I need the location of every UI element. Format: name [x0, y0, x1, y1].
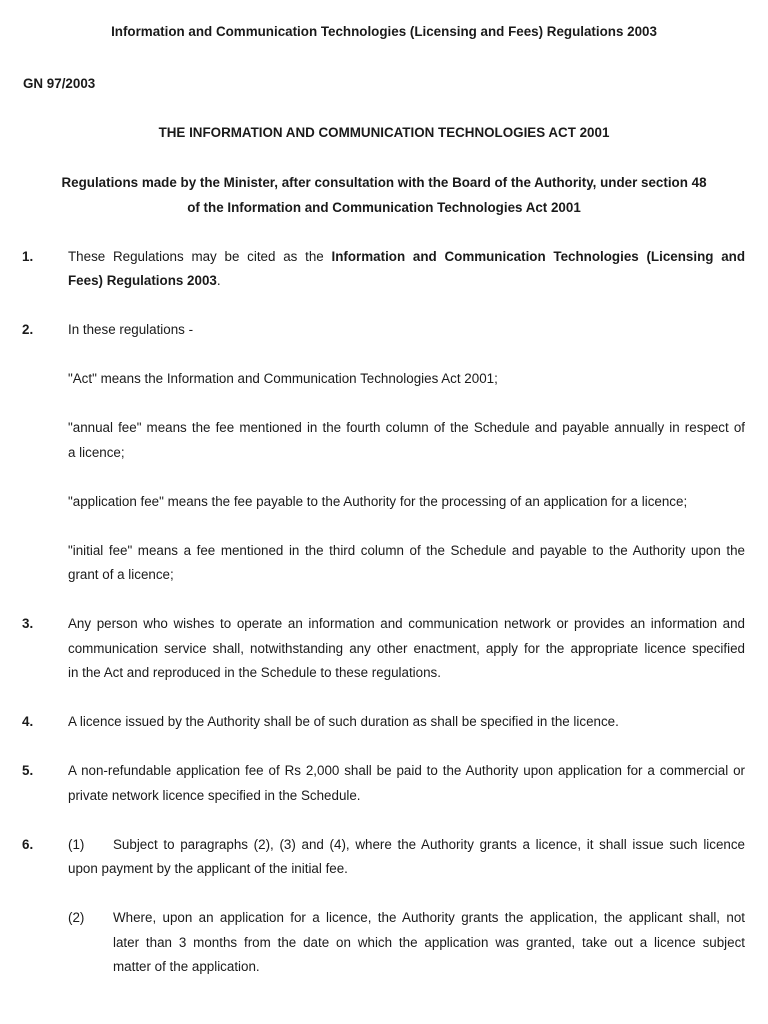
- act-heading: THE INFORMATION AND COMMUNICATION TECHNOLOGIES ACT 2001: [158, 125, 610, 140]
- reg-1-number: 1.: [22, 249, 34, 264]
- reg-6-paragraph-1-label: (1): [68, 837, 85, 852]
- reg-3-line-3: in the Act and reproduced in the Schedule to these regulations.: [68, 665, 441, 680]
- definition-annual-fee-line-1: "annual fee" means the fee mentioned in the fourth column of the Schedule and payable annually in respect of: [68, 420, 745, 435]
- reg-5-line-1: A non-refundable application fee of Rs 2,000 shall be paid to the Authority upon application for a commercial or: [68, 763, 745, 778]
- reg-1-citation: Information and Communication Technologies (Licensing and: [331, 249, 745, 264]
- definition-initial-fee-line-2: grant of a licence;: [68, 567, 174, 582]
- reg-4-number: 4.: [22, 714, 34, 729]
- reg-6-paragraph-2-line-3: matter of the application.: [113, 959, 260, 974]
- reg-6-number: 6.: [22, 837, 34, 852]
- definition-act: "Act" means the Information and Communication Technologies Act 2001;: [68, 371, 498, 386]
- definition-application-fee: "application fee" means the fee payable to the Authority for the processing of an application for a licence;: [68, 494, 688, 509]
- reg-6-paragraph-2-label: (2): [68, 910, 85, 925]
- reg-1-period: .: [216, 273, 221, 288]
- reg-5-line-2: private network licence specified in the Schedule.: [68, 788, 361, 803]
- document-title: Information and Communication Technologies (Licensing and Fees) Regulations 2003: [111, 24, 657, 39]
- reg-2-intro: In these regulations -: [68, 322, 194, 337]
- reg-6-paragraph-1-line-2: upon payment by the applicant of the initial fee.: [68, 861, 348, 876]
- reg-6-paragraph-2-line-2: later than 3 months from the date on which the application was granted, take out a licence subject: [113, 935, 745, 950]
- reg-4-text: A licence issued by the Authority shall be of such duration as shall be specified in the licence.: [68, 714, 619, 729]
- reg-5-number: 5.: [22, 763, 34, 778]
- gn-number: GN 97/2003: [23, 76, 96, 91]
- reg-1-line-2: [68, 273, 221, 289]
- preamble-line-2: of the Information and Communication Technologies Act 2001: [187, 200, 581, 215]
- reg-6-paragraph-2-line-1: Where, upon an application for a licence, the Authority grants the application, the applicant shall, not: [113, 910, 745, 925]
- reg-3-line-1: Any person who wishes to operate an information and communication network or provides an information and: [68, 616, 745, 631]
- reg-1-text: These Regulations may be cited as the: [68, 249, 332, 264]
- reg-3-number: 3.: [22, 616, 34, 631]
- reg-1-citation-end: Fees) Regulations 2003: [68, 273, 217, 288]
- definition-initial-fee-line-1: "initial fee" means a fee mentioned in the third column of the Schedule and payable to the Authority upon the: [68, 543, 745, 558]
- reg-2-number: 2.: [22, 322, 34, 337]
- reg-3-line-2: communication service shall, notwithstanding any other enactment, apply for the appropriate licence specified: [68, 641, 745, 656]
- preamble-line-1: Regulations made by the Minister, after consultation with the Board of the Authority, under section 48: [61, 175, 707, 190]
- reg-1-line-1: [68, 249, 745, 265]
- definition-annual-fee-line-2: a licence;: [68, 445, 125, 460]
- reg-6-paragraph-1-line-1: Subject to paragraphs (2), (3) and (4), where the Authority grants a licence, it shall issue such licence: [113, 837, 745, 852]
